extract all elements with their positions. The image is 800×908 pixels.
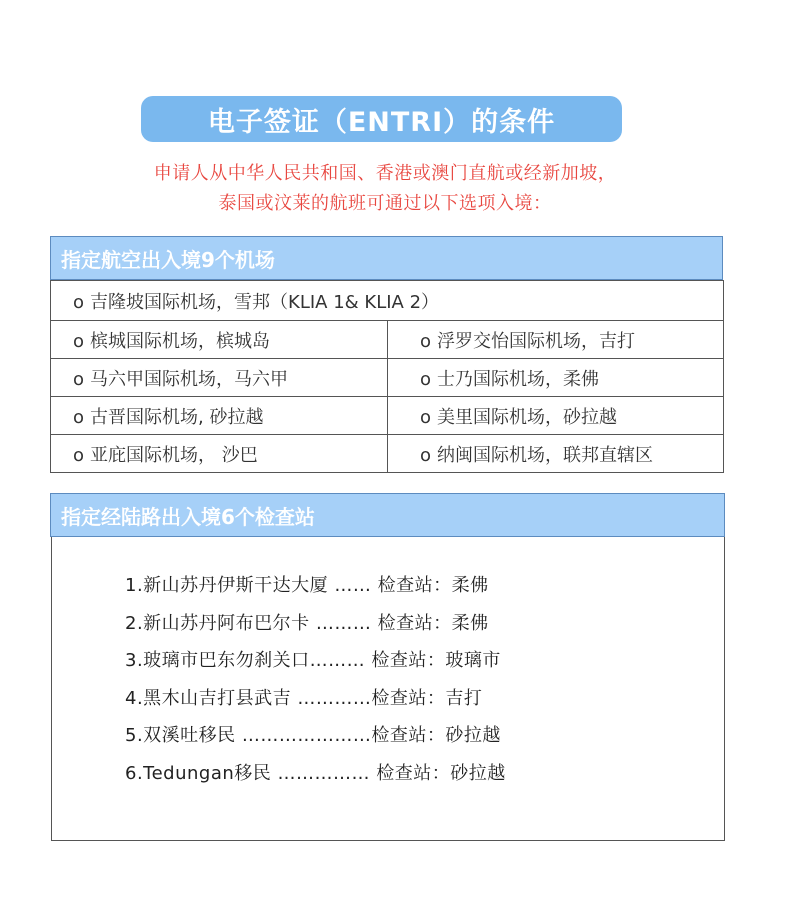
table-row: [51, 281, 724, 321]
airports-section-header: 指定航空出入境9个机场: [50, 236, 723, 280]
checkpoints-list: [125, 575, 506, 800]
bullet-icon: o: [73, 406, 85, 428]
airport-name: 亚庇国际机场， 沙巴: [90, 444, 258, 466]
airport-cell: [51, 321, 388, 359]
airport-cell: [51, 281, 724, 321]
list-item: 3.玻璃市巴东勿刹关口……… 检查站：玻璃市: [125, 650, 501, 671]
airport-name: 槟城国际机场，槟城岛: [90, 330, 271, 352]
airport-cell: [388, 397, 724, 435]
bullet-icon: o: [420, 406, 432, 428]
airport-cell: [388, 359, 724, 397]
airport-name: 古晋国际机场, 砂拉越: [90, 406, 264, 428]
airport-name: 马六甲国际机场，马六甲: [90, 368, 289, 390]
list-item: 1.新山苏丹伊斯干达大厦 …… 检查站：柔佛: [125, 575, 489, 596]
bullet-icon: o: [420, 368, 432, 390]
bullet-icon: o: [73, 330, 85, 352]
list-item: 5.双溪吐移民 …………………检查站：砂拉越: [125, 725, 501, 746]
airport-name: 士乃国际机场，柔佛: [437, 368, 600, 390]
airport-cell: [51, 359, 388, 397]
airport-cell: [388, 321, 724, 359]
airport-name: 吉隆坡国际机场，雪邦（KLIA 1& KLIA 2）: [90, 291, 440, 313]
list-item: 4.黑木山吉打县武吉 …………检查站：吉打: [125, 687, 483, 709]
bullet-icon: o: [420, 444, 432, 466]
checkpoints-section-header: 指定经陆路出入境6个检查站: [50, 493, 725, 537]
list-item: 6.Tedungan移民 …………… 检查站：砂拉越: [125, 762, 506, 784]
airport-cell: [388, 435, 724, 473]
table-row: [51, 359, 724, 397]
list-item: 2.新山苏丹阿布巴尔卡 ……… 检查站：柔佛: [125, 612, 489, 634]
eligibility-notice-line-2: 泰国或汶莱的航班可通过以下选项入境：: [218, 193, 552, 214]
airport-name: 浮罗交怡国际机场，吉打: [437, 330, 636, 352]
airport-cell: [51, 397, 388, 435]
bullet-icon: o: [420, 330, 432, 352]
airport-name: 美里国际机场，砂拉越: [437, 406, 618, 428]
eligibility-notice-line-1: 申请人从中华人民共和国、香港或澳门直航或经新加坡，: [153, 163, 617, 184]
bullet-icon: o: [73, 291, 85, 313]
bullet-icon: o: [73, 368, 85, 390]
bullet-icon: o: [73, 444, 85, 466]
airport-name: 纳闽国际机场，联邦直辖区: [437, 444, 654, 466]
table-row: [51, 397, 724, 435]
airports-table: [50, 280, 724, 473]
airport-cell: [51, 435, 388, 473]
table-row: [51, 435, 724, 473]
table-row: [51, 321, 724, 359]
page-title: 电子签证（ENTRI）的条件: [141, 96, 622, 142]
